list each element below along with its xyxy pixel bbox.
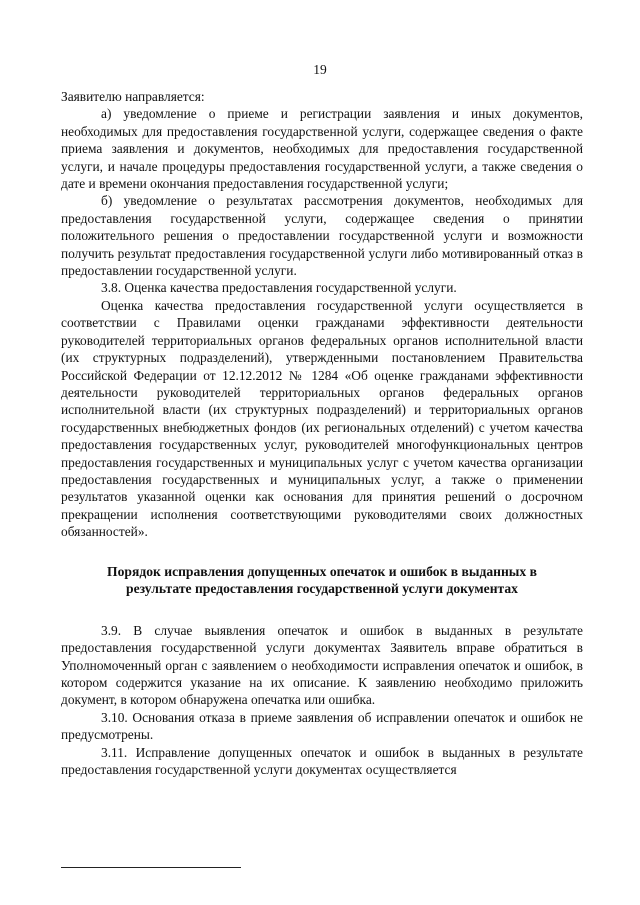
paragraph-section-3-8: 3.8. Оценка качества предоставления государственной услуги. [101,280,457,296]
paragraph-section-3-10: 3.10. Основания отказа в приеме заявления об исправлении опечаток и ошибок не предусмотрены. [61,709,583,743]
document-body [61,88,583,778]
paragraph-item-a: а) уведомление о приеме и регистрации заявления и иных документов, необходимых для предоставления государственной услуги, содержащее сведения о факте приема заявления и документов, необходимых для предоставления государственной услуги, и начале процедуры предоставления государственной услуги, а также сведения о дате и времени окончания предоставления государственной услуги; [61,106,583,192]
paragraph-section-3-11: 3.11. Исправление допущенных опечаток и ошибок в выданных в результате предоставления государственной услуги документах осуществляется [61,744,583,777]
footnote-divider [61,867,241,868]
paragraph-section-3-9: 3.9. В случае выявления опечаток и ошибок в выданных в результате предоставления государственной услуги документах Заявитель вправе обратиться в Уполномоченный орган с заявлением о необходимости исправления опечаток и ошибок, в котором содержится указание на их описание. К заявлению необходимо приложить документ, в котором обнаружена опечатка или ошибка. [61,622,583,708]
paragraph-quality-assessment: Оценка качества предоставления государственной услуги осуществляется в соответствии с Правилами оценки гражданами эффективности деятельности руководителей территориальных органов федеральных органов исполнительной власти (их структурных подразделений), утвержденными постановлением Правительства Российской Федерации от 12.12.2012 № 1284 «Об оценке гражданами эффективности деятельности руководителей территориальных органов федеральных органов исполнительной власти (их структурных подразделений) и территориальных органов государственных внебюджетных фондов (их региональных отделений) с учетом качества предоставления государственных услуг, руководителей многофункциональных центров предоставления государственных и муниципальных услуг с учетом качества организации предоставления государственных и муниципальных услуг, а также о применении результатов указанной оценки как основания для принятия решений о досрочном прекращении исполнения соответствующими руководителями своих должностных обязанностей». [61,297,583,540]
page-number: 19 [313,62,327,77]
section-heading: Порядок исправления допущенных опечаток и ошибок в выданных в результате предоставления государственной услуги документах [107,563,537,597]
paragraph-applicant-receives: Заявителю направляется: [61,89,205,104]
paragraph-item-b: б) уведомление о результатах рассмотрения документов, необходимых для предоставления государственной услуги, содержащее сведения о принятии положительного решения о предоставлении государственной услуги и возможности получить результат предоставления государственной услуги либо мотивированный отказ в предоставлении государственной услуги. [61,193,583,279]
